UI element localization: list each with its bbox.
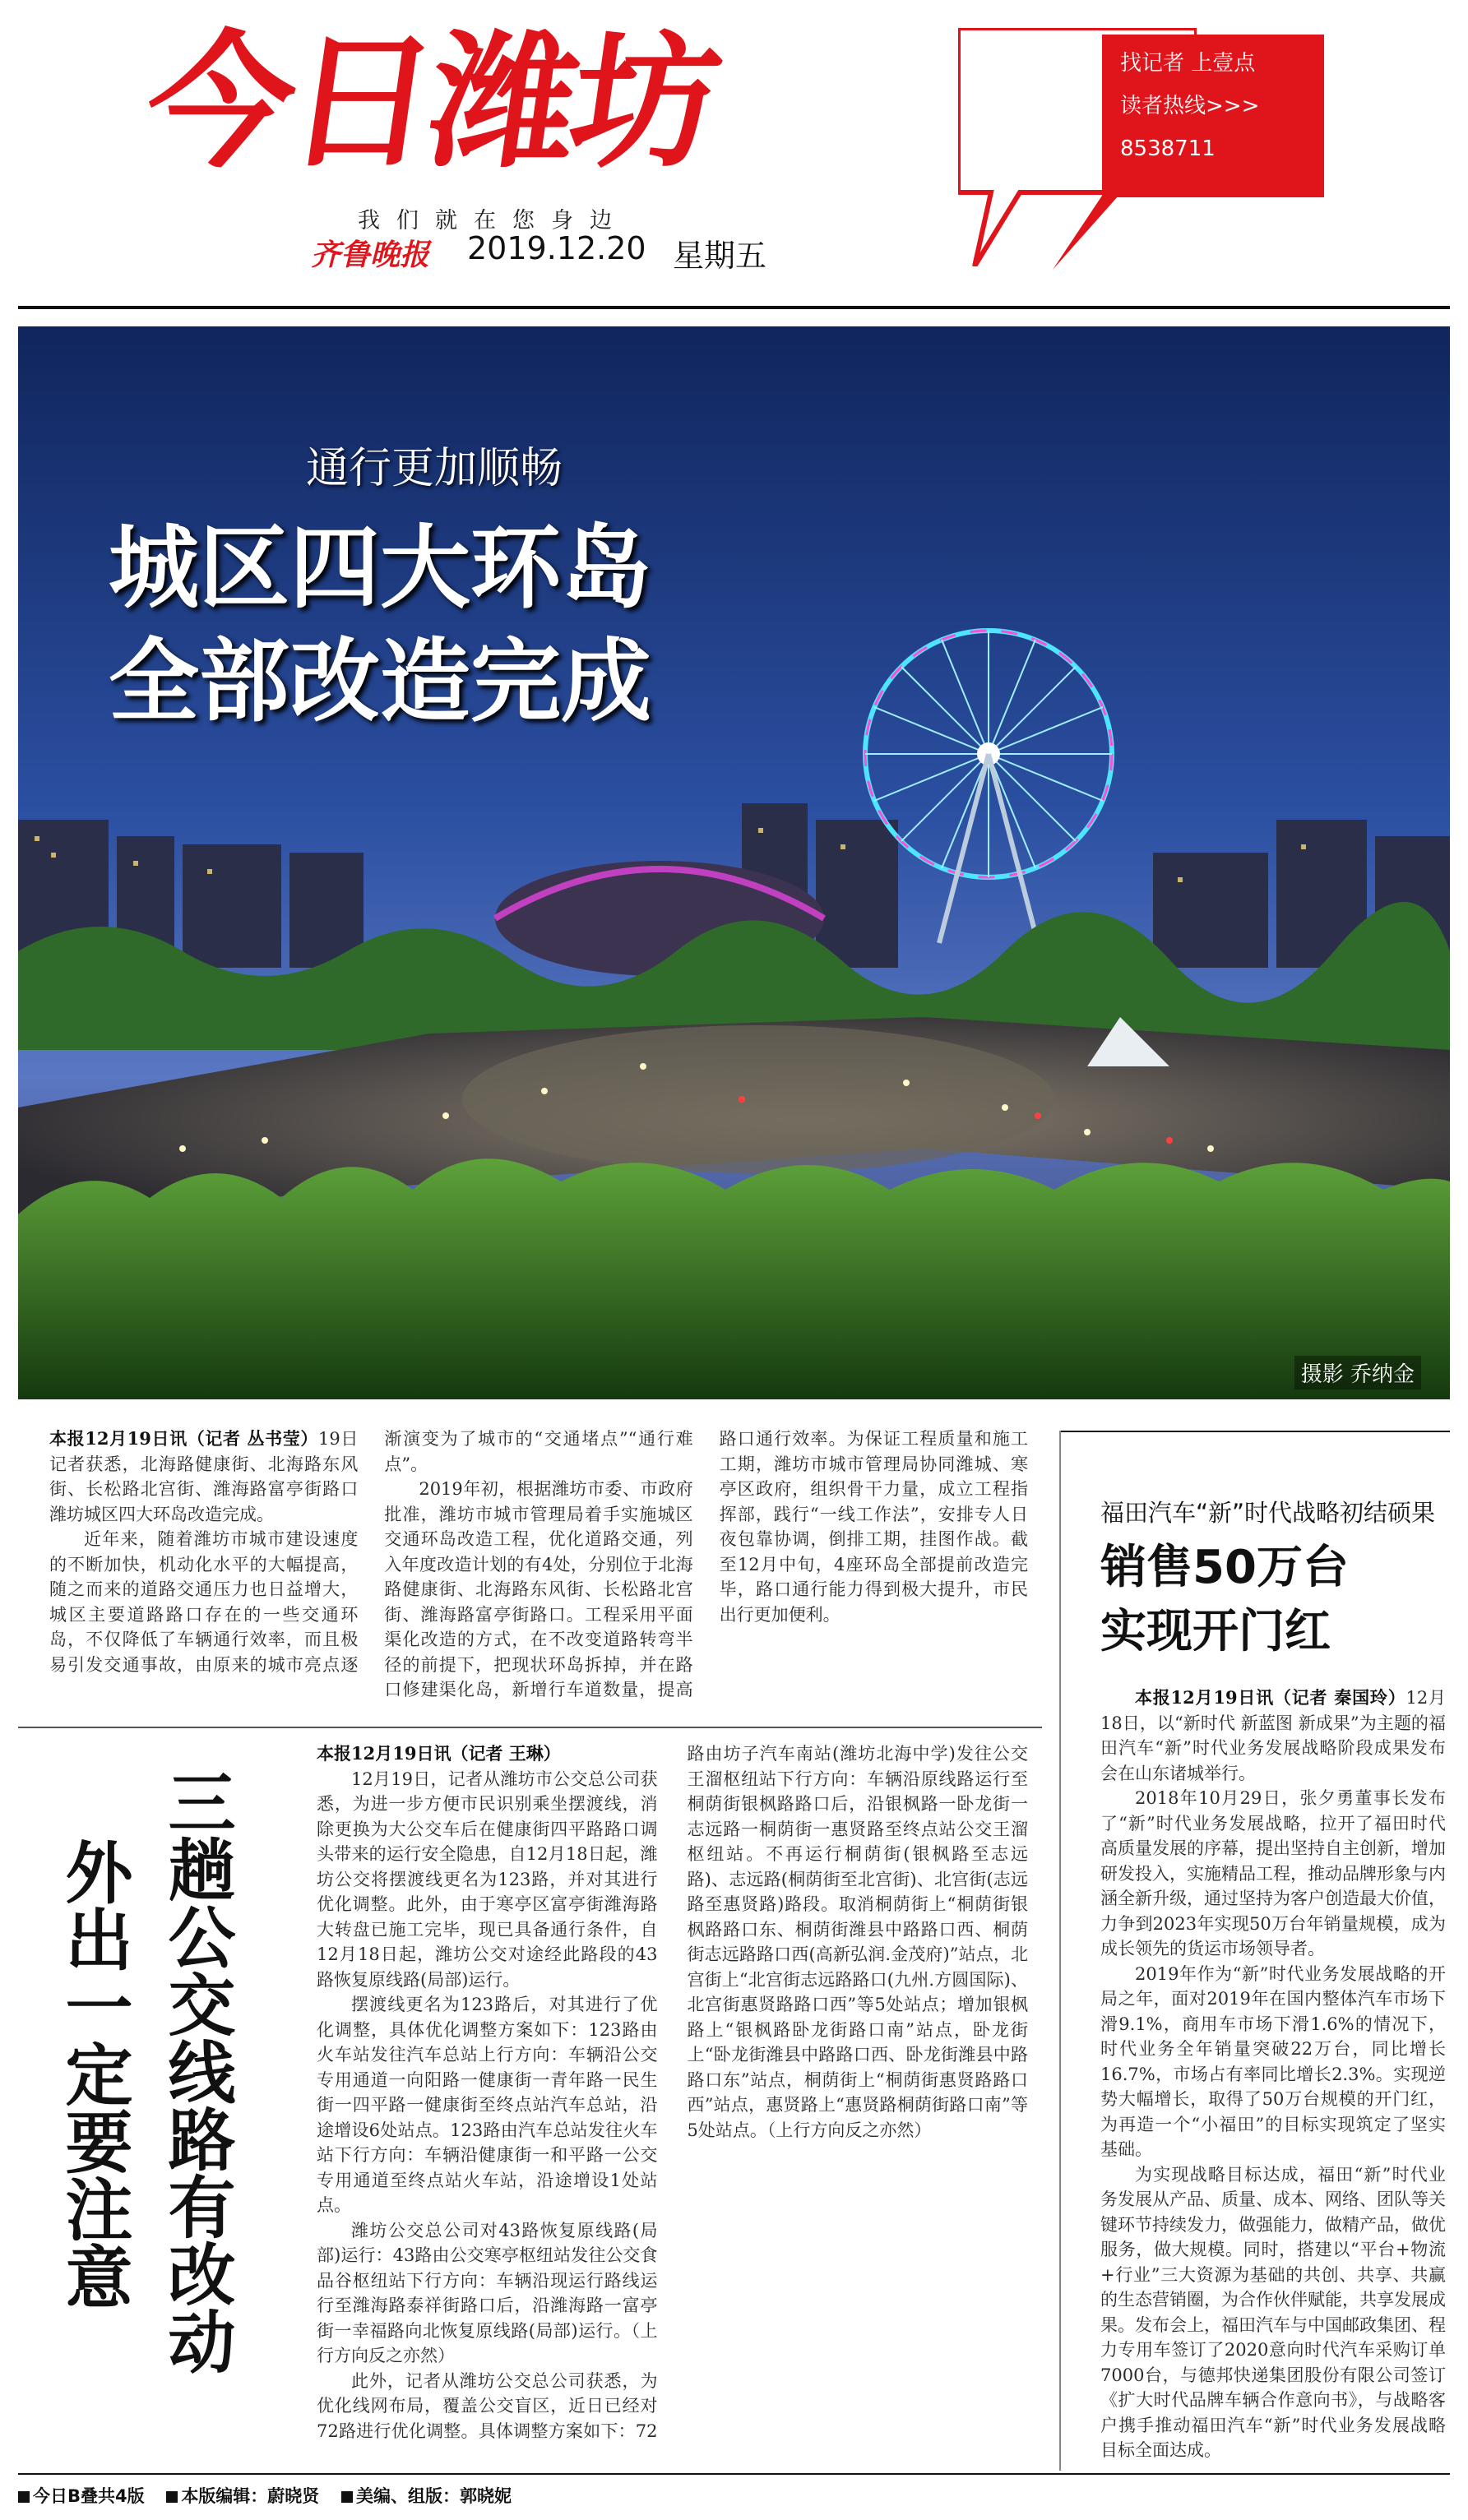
sidebar-top-rule	[1059, 1431, 1450, 1432]
bubble-tail-icon	[1044, 196, 1118, 278]
hero-title	[109, 511, 651, 738]
foton-title-line2: 实现开门红	[1100, 1605, 1331, 1658]
article-foton	[1100, 1685, 1446, 2467]
roundabout-paragraph: 2019年初，根据潍坊市委、市政府批准，潍坊市城市管理局着手实施城区交通环岛改造工程，优化道路交通，列入年度改造计划的有4处，分别位于北海路健康街、北海路东风街、长松路北宫街、潍海路富亭街路口。工程采用平面渠化改造的方式，在不改变道路转弯半径的前提下，把现状环岛拆掉，并在路口修建渠化岛，新增行车道数量，提高路口通行效率。为保证工程质量和施工工期，潍坊市城市管理局协同潍城、寒亭区政府，组织骨干力量，成立工程指挥部，践行“一线工作法”，安排专人日夜包靠协调，倒排工期，挂图作战。截至12月中旬，4座环岛全部提前改造完毕，路口通行能力得到极大提升，市民出行更加便利。	[384, 1429, 1028, 1699]
foton-paragraph: 2019年作为“新”时代业务发展战略的开局之年，面对2019年在国内整体汽车市场下滑9.1%，商用车市场下滑1.6%的情况下，时代业务全年销量突破22万台，同比增长16.7%，市场占有率同比增长2.3%。实现逆势大幅增长，取得了50万台规模的开门红，为再造一个“小福田”的目标实现筑定了坚实基础。	[1100, 1963, 1446, 2159]
sidebar-left-rule	[1059, 1431, 1061, 2471]
foton-title	[1100, 1536, 1349, 1664]
foton-paragraph: 2018年10月29日，张夕勇董事长发布了“新”时代业务发展战略，拉开了福田时代高质量发展的序幕，提出坚持自主创新，增加研发投入，实施精品工程，推动品牌形象与内涵全新升级，通过坚持为客户创造最大价值，力争到2023年实现50万台年销量规模，成为成长领先的货运市场领导者。	[1100, 1788, 1446, 1958]
issue-date: 2019.12.20	[467, 230, 646, 266]
footer-rule	[18, 2473, 1450, 2475]
footer-item: 美编、组版：郭晓妮	[356, 2486, 512, 2506]
bus-title-line1: 三趟公交线路有改动	[157, 1768, 235, 2374]
footer	[18, 2483, 528, 2508]
foton-dateline: 本报12月19日讯（记者 秦国玲）	[1135, 1687, 1406, 1708]
roundabout-paragraph: 19日记者获悉，北海路健康街、北海路东风街、长松路北宫街、潍海路富亭街路口潍坊城区四大环岛改造完成。	[49, 1429, 359, 1524]
issue-weekday: 星期五	[673, 238, 767, 274]
footer-item: 今日B叠共4版	[33, 2486, 145, 2506]
night-roundabout-photo	[18, 326, 1450, 1399]
hotline-phone[interactable]: 8538711	[1120, 136, 1216, 161]
footer-item: 本版编辑：蔚晓贤	[181, 2486, 320, 2506]
masthead-slogan: 我们就在您身边	[358, 208, 628, 234]
bus-paragraph: 潍坊公交总公司对43路恢复原线路(局部)运行：43路由公交寒亭枢纽站发往公交食品谷枢纽站下行方向：车辆沿现运行路线运行至潍海路泰祥街路口后，沿潍海路一富亭街一幸福路向北恢复原线路(局部)运行。（上行方向反之亦然）	[317, 2220, 658, 2365]
bus-paragraph: 摆渡线更名为123路后，对其进行了优化调整，具体优化调整方案如下：123路由火车站发往汽车总站上行方向：车辆沿公交专用通道一向阳路一健康街一青年路一民生街一四平路一健康街至终点站汽车总站，沿途增设6处站点。123路由汽车总站发往火车站下行方向：车辆沿健康街一和平路一公交专用通道至终点站火车站，沿途增设1处站点。	[317, 1995, 658, 2215]
hotline-line2: 读者热线>>>	[1120, 94, 1260, 118]
foton-paragraph: 12月18日，以“新时代 新蓝图 新成果”为主题的福田汽车“新”时代业务发展战略阶段成果发布会在山东诸城举行。	[1100, 1688, 1446, 1783]
newspaper-brand: 齐鲁晚报	[311, 238, 430, 272]
hero-title-line2: 全部改造完成	[109, 629, 651, 734]
masthead-title: 今日潍坊	[136, 17, 726, 187]
article-bus	[317, 1741, 1028, 2465]
bus-dateline: 本报12月19日讯（记者 王琳）	[317, 1743, 561, 1764]
square-bullet-icon	[18, 2491, 30, 2503]
roundabout-dateline: 本报12月19日讯（记者 丛书莹）	[49, 1428, 318, 1449]
article-roundabout	[49, 1426, 1028, 1722]
hotline-line1: 找记者 上壹点	[1120, 51, 1256, 76]
bus-paragraph: 12月19日，记者从潍坊市公交总公司获悉，为进一步方便市民识别乘坐摆渡线，消除更换为大公交车后在健康街四平路路口调头带来的运行安全隐患，自12月18日起，潍坊公交将摆渡线更名为123路，并对其进行优化调整。此外，由于寒亭区富亭街潍海路大转盘已施工完毕，现已具备通行条件，自12月18日起，潍坊公交对途经此路段的43路恢复原线路(局部)运行。	[317, 1769, 658, 1990]
hotline-panel	[1102, 35, 1324, 197]
foton-title-line1: 销售50万台	[1100, 1541, 1349, 1594]
square-bullet-icon	[166, 2491, 178, 2503]
section-divider	[18, 1727, 1042, 1728]
hero-subtitle: 通行更加顺畅	[306, 444, 563, 493]
hero-title-line1: 城区四大环岛	[109, 516, 651, 621]
bus-paragraph: 此外，记者从潍坊公交总公司获悉，为优化线网布局，覆盖公交盲区，近日已经对72路进行优化调整。具体调整方案如下：72路由坊子汽车南站(潍坊北海中学)发往公交王溜枢纽站下行方向：车辆沿原线路运行至桐荫街银枫路路口后，沿银枫路一卧龙街一志远路一桐荫街一惠贤路至终点站公交王溜枢纽站。不再运行桐荫街(银枫路至志远路)、志远路(桐荫街至北宫街)、北宫街(志远路至惠贤路)路段。取消桐荫街上“桐荫街银枫路路口东、桐荫街潍县中路路口西、桐荫街志远路路口西(高新弘润.金茂府)”站点，北宫街上“北宫街志远路路口(九州.方圆国际)、北宫街惠贤路路口西”等5处站点；增加银枫路上“银枫路卧龙街路口南”站点，卧龙街上“卧龙街潍县中路路口西、卧龙街潍县中路路口东”站点，桐荫街上“桐荫街惠贤路路口西”站点，惠贤路上“惠贤路桐荫街路口南”等5处站点。（上行方向反之亦然）	[317, 1744, 1028, 2441]
bus-title-line2: 外出一定要注意	[54, 1838, 132, 2310]
photo-credit: 摄影 乔纳金	[1294, 1356, 1421, 1389]
foton-kicker: 福田汽车“新”时代战略初结硕果	[1100, 1499, 1436, 1527]
roundabout-paragraph: 近年来，随着潍坊市城市建设速度的不断加快，机动化水平的大幅提高，随之而来的道路交通压力也日益增大，城区主要道路路口存在的一些交通环岛，不仅降低了车辆通行效率，而且极易引发交通事故，由原来的城市亮点逐渐演变为了城市的“交通堵点”“通行难点”。	[49, 1429, 693, 1675]
masthead-rule	[18, 306, 1450, 309]
foton-paragraph: 为实现战略目标达成，福田“新”时代业务发展从产品、质量、成本、网络、团队等关键环节持续发力，做强能力，做精产品，做优服务，做大规模。同时，搭建以“平台+物流+行业”三大资源为基础的共创、共享、共赢的生态营销圈，为合作伙伴赋能，共享发展成果。发布会上，福田汽车与中国邮政集团、程力专用车签订了2020意向时代汽车采购订单7000台，与德邦快递集团股份有限公司签订《扩大时代品牌车辆合作意向书》，与战略客户携手推动福田汽车“新”时代业务发展战略目标全面达成。	[1100, 2164, 1446, 2460]
hero-photo	[18, 326, 1450, 1399]
square-bullet-icon	[341, 2491, 353, 2503]
